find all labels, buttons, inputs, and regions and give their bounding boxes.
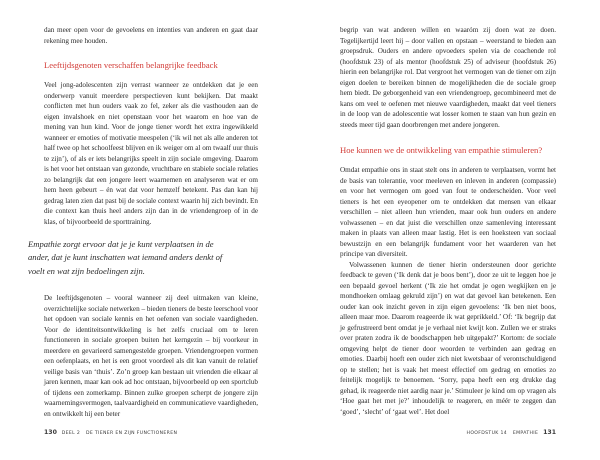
page-footer — [44, 429, 177, 438]
footer-part: DEEL 2 — [61, 431, 81, 436]
footer-chapter: HOOFDSTUK 14 — [466, 431, 507, 436]
section-heading: Hoe kunnen we de ontwikkeling van empathie stimuleren? — [340, 145, 543, 155]
footer-title: EMPATHIE — [512, 431, 539, 436]
page-footer — [467, 429, 556, 438]
section-heading: Leeftijdsgenoten verschaffen belangrijke feedback — [44, 60, 218, 70]
right-text-column — [340, 25, 556, 417]
continued-paragraph: begrip van wat anderen willen en waaróm zij doen wat ze doen. Tegelijkertijd leert hij – door vallen en opstaan – weerstand te bieden aan groepsdruk. Ouders en andere opvoeders spelen via de coachende rol (hoofdstuk 23) of als mentor (hoofdstuk 25) of adviseur (hoofdstuk 26) hierin een belangrijke rol. Dat vergroot het vermogen van de tiener om zijn eigen doelen te bereiken binnen de mogelijkheden die de sociale groep hem biedt. De geborgenheid van een vriendengroep, gecombineerd met de kans om veel te oefenen met nieuwe vaardigheden, maakt dat veel tieners in de loop van de adolescentie wat losser komen te staan van hun gezin en steeds meer tijd gaan doorbrengen met andere jongeren. — [340, 26, 556, 129]
body-paragraph: De leeftijdsgenoten – vooral wanneer zij deel uitmaken van kleine, overzichtelijke sociale netwerken – bieden tieners de beste leerschool voor het opdoen van sociale kennis en het oefenen van sociale vaardigheden. Voor de identiteitsontwikkeling is het zelfs cruciaal om te leren functioneren in sociale groepen buiten het kerngezin – bij voorkeur in meerdere en gevarieerd samengestelde groepen. Vriendengroepen vormen een oefenplaats, en het is een groot voordeel als dit kan vanuit de relatief veilige basis van ‘thuis’. Zo’n groep kan bestaan uit vrienden die elkaar al jaren kennen, maar kan ook ad hoc ontstaan, bijvoorbeeld op een sportclub of tijdens een zomerkamp. Binnen zulke groepen scherpt de jongere zijn waarnemingsvermogen, taalvaardigheid en communicatieve vaardigheden, en ontwikkelt hij een beter — [44, 294, 258, 418]
left-text-column — [44, 25, 258, 227]
body-paragraph: Veel jong-adolescenten zijn verrast wanneer ze ontdekken dat je een onderwerp vanuit meerdere perspectieven kunt bekijken. Dat maakt conflicten met hun ouders vaak zo fel, zeker als die vasthouden aan de eigen invalshoek en niet openstaan voor het waarom en hoe van de mening van hun kind. Voor de jonge tiener wordt het extra ingewikkeld wanneer er emoties of motivatie meespelen (‘ik wil net als alle anderen tot half twee op het schoolfeest blijven en ik weiger om al om twaalf uur thuis te zijn’), of als er iets belangrijks speelt in zijn sociale omgeving. Daarom is het voor het ontstaan van gezonde, vruchtbare en stabiele sociale relaties zo belangrijk dat een jongere leert waarnemen en analyseren wat er om hem heen gebeurt – én wat dat voor hemzelf betekent. Pas dan kan hij gedrag laten zien dat past bij de sociale context waarin hij zich bevindt. En die context kan thuis heel anders zijn dan in de vriendengroep of in de klas, of bijvoorbeeld de sporttraining. — [44, 81, 259, 226]
left-text-column-lower — [44, 293, 258, 419]
footer-title: DE TIENER EN ZIJN FUNCTIONEREN — [85, 431, 178, 436]
right-page — [300, 0, 600, 460]
continued-paragraph: dan meer open voor de gevoelens en intenties van anderen en gaat daar rekening mee houden. — [44, 26, 258, 45]
body-paragraph: Volwassenen kunnen de tiener hierin ondersteunen door gerichte feedback te geven (‘Ik denk dat je boos bent’), door ze uit te leggen hoe je een bepaald gevoel herkent (‘Ik zie het omdat je ogen wegkijken en je mondhoeken omlaag gekruld zijn’) en wat dat gevoel kan betekenen. Een ouder kan ook inzicht geven in zijn eigen gevoelens: ‘Ik ben niet boos, alleen maar moe. Daarom reageerde ik wat geprikkeld.’ Of: ‘Ik begrijp dat je gefrustreerd bent omdat je je verhaal niet kwijt kon. Zullen we er straks over praten zodra ik de boodschappen heb uitgepakt?’ Kortom: de sociale omgeving helpt de tiener door woorden te verbinden aan gedrag en emoties. Daarbij hoeft een ouder zich niet kwetsbaar of verontschuldigend op te stellen; het is vaak het meest effectief om gedrag en emoties zo feitelijk mogelijk te benoemen. ‘Sorry, papa heeft een erg drukke dag gehad, ik reageerde niet aardig naar je.’ Stimuleer je kind om op vragen als ‘Hoe gaat het met je?’ inhoudelijk te reageren, en méér te zeggen dan ‘goed’, ‘slecht’ of ‘gaat wel’. Het doel — [340, 260, 556, 416]
pull-quote: Empathie zorgt ervoor dat je je kunt verplaatsen in de ander, dat je kunt inschatten wat iemand anders denkt of voelt en wat zijn bedoelingen zijn. — [28, 239, 223, 276]
body-paragraph: Omdat empathie ons in staat stelt ons in anderen te verplaatsen, vormt het de basis van tolerantie, voor meeleven en inleven in anderen (compassie) en voor het vermogen om goed van fout te onderscheiden. Voor veel tieners is het een eyeopener om te ontdekken dat mensen van elkaar verschillen – niet alleen hun vrienden, maar ook hun ouders en andere volwassenen – en dat juist die verschillen onze samenleving interessant maken in plaats van alleen maar lastig. Het is een hoeksteen van sociaal bewustzijn en een belangrijk fundament voor het waarderen van het principe van diversiteit. — [340, 166, 556, 258]
page-number: 130 — [44, 429, 57, 436]
page-number: 131 — [543, 429, 556, 436]
